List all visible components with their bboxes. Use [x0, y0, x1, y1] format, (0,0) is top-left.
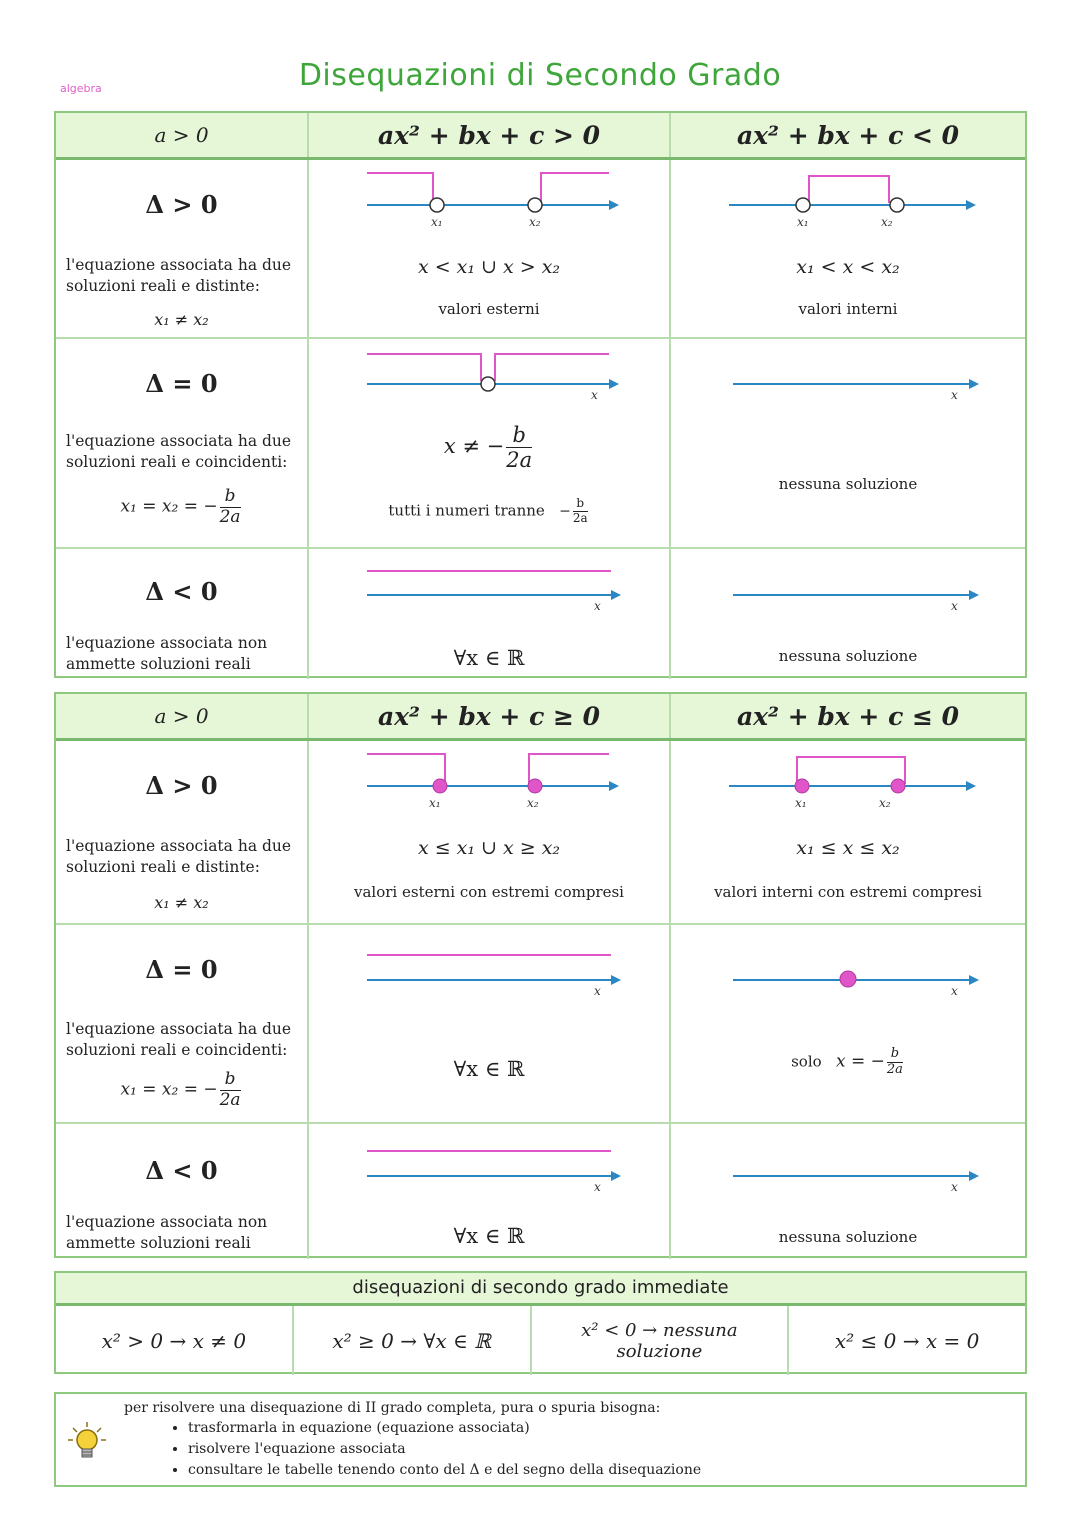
delta-description: l'equazione associata ha due soluzioni reali e distinte:: [66, 256, 292, 295]
number-line-empty: [671, 1124, 1026, 1194]
axis-label: x: [591, 388, 598, 402]
tick-x2: x₂: [527, 796, 539, 810]
solution-note: tutti i numeri tranne − $\frac{b}{2a}$: [388, 496, 588, 525]
axis-label: x: [594, 599, 601, 613]
roots-condition: x₁ = x₂ = − $\frac{b}{2a}$: [120, 486, 241, 527]
table-row: [56, 925, 1025, 1124]
lightbulb-icon: [66, 1420, 108, 1462]
tips-box: [54, 1392, 1027, 1487]
solution-less-equal: solo x = − $\frac{b}{2a}$: [791, 1046, 903, 1077]
roots-condition: x₁ ≠ x₂: [154, 893, 209, 912]
table-row: [56, 741, 1025, 925]
immediate-row: [56, 1306, 1025, 1375]
solution-note: nessuna soluzione: [778, 1228, 918, 1246]
number-line-all: [309, 549, 669, 619]
tips-list: [166, 1418, 701, 1481]
header-greater-equal: ax² + bx + c ≥ 0: [309, 694, 671, 738]
number-line-all: [309, 925, 669, 995]
solution-note: valori interni: [798, 300, 898, 318]
tick-x2: x₂: [881, 215, 893, 229]
header-a-positive: a > 0: [56, 694, 309, 738]
solution-less: x₁ < x < x₂: [796, 256, 900, 278]
delta-label: Δ = 0: [145, 369, 218, 398]
page-title: Disequazioni di Secondo Grado: [298, 58, 782, 93]
subject-tag: algebra: [60, 82, 102, 95]
number-line-internal-closed: [671, 741, 1026, 821]
solution-greater: x < x₁ ∪ x > x₂: [417, 256, 561, 278]
solution-greater-equal: ∀x ∈ ℝ: [453, 1057, 525, 1081]
header-less: ax² + bx + c < 0: [736, 120, 960, 150]
list-item: • consultare le tabelle tenendo conto del Δ e del segno della disequazione: [188, 1460, 701, 1481]
axis-label: x: [594, 1180, 601, 1194]
delta-label: Δ > 0: [145, 771, 218, 800]
tick-x1: x₁: [797, 215, 809, 229]
solution-note: valori interni con estremi compresi: [714, 883, 982, 901]
delta-description: l'equazione associata ha due soluzioni reali e distinte:: [66, 837, 292, 876]
number-line-external: [309, 160, 669, 240]
immediate-cell: x² ≤ 0 → x = 0: [834, 1328, 980, 1353]
solution-greater-equal: x ≤ x₁ ∪ x ≥ x₂: [417, 837, 561, 859]
immediate-table: [54, 1271, 1027, 1374]
tick-x2: x₂: [879, 796, 891, 810]
table-header: [56, 113, 1025, 160]
immediate-header: disequazioni di secondo grado immediate: [56, 1273, 1025, 1306]
number-line-internal: [671, 160, 1026, 240]
table-row: [56, 1124, 1025, 1259]
table-header: [56, 694, 1025, 741]
immediate-cell: x² > 0 → x ≠ 0: [56, 1306, 294, 1375]
solution-note: nessuna soluzione: [778, 475, 918, 493]
solution-greater: x ≠ − $\frac{b}{2a}$: [443, 423, 533, 473]
delta-label: Δ < 0: [145, 577, 218, 606]
delta-label: Δ > 0: [145, 190, 218, 219]
immediate-cell: x² < 0 → nessuna soluzione: [532, 1306, 790, 1375]
roots-condition: x₁ = x₂ = − $\frac{b}{2a}$: [120, 1069, 241, 1110]
list-item: • risolvere l'equazione associata: [188, 1439, 701, 1460]
header-less-equal: ax² + bx + c ≤ 0: [736, 701, 960, 731]
number-line-all-but-one: [309, 339, 669, 409]
axis-label: x: [951, 1180, 958, 1194]
solution-note: valori esterni: [438, 300, 540, 318]
tick-x1: x₁: [795, 796, 807, 810]
solution-note: valori esterni con estremi compresi: [354, 883, 624, 901]
axis-label: x: [594, 984, 601, 995]
number-line-single-point: [671, 925, 1026, 1000]
solution-greater-equal: ∀x ∈ ℝ: [453, 1224, 525, 1248]
number-line-all: [309, 1124, 669, 1194]
table-nonstrict: [54, 692, 1027, 1258]
list-item: • trasformarla in equazione (equazione associata): [188, 1418, 701, 1439]
solution-less-equal: x₁ ≤ x ≤ x₂: [796, 837, 900, 859]
tick-x2: x₂: [529, 215, 541, 229]
delta-label: Δ = 0: [145, 955, 218, 984]
delta-description: l'equazione associata ha due soluzioni reali e coincidenti:: [66, 432, 292, 471]
table-strict: [54, 111, 1027, 678]
tips-intro: per risolvere una disequazione di II grado completa, pura o spuria bisogna:: [124, 1400, 661, 1416]
delta-description: l'equazione associata non ammette soluzioni reali: [66, 634, 268, 673]
tick-x1: x₁: [431, 215, 443, 229]
header-greater: ax² + bx + c > 0: [309, 113, 671, 157]
number-line-empty: [671, 549, 1026, 619]
solution-greater: ∀x ∈ ℝ: [453, 646, 525, 670]
axis-label: x: [951, 984, 958, 998]
table-row: [56, 160, 1025, 339]
solution-note: nessuna soluzione: [778, 647, 918, 665]
axis-label: x: [951, 388, 958, 402]
delta-label: Δ < 0: [145, 1156, 218, 1185]
number-line-empty: [671, 339, 1026, 409]
tick-x1: x₁: [429, 796, 441, 810]
axis-label: x: [951, 599, 958, 613]
header-a-positive: a > 0: [56, 113, 309, 157]
number-line-external-closed: [309, 741, 669, 821]
table-row: [56, 549, 1025, 679]
roots-condition: x₁ ≠ x₂: [154, 310, 209, 329]
delta-description: l'equazione associata non ammette soluzioni reali: [66, 1213, 268, 1252]
table-row: [56, 339, 1025, 549]
immediate-cell: x² ≥ 0 → ∀x ∈ ℝ: [294, 1306, 532, 1375]
delta-description: l'equazione associata ha due soluzioni reali e coincidenti:: [66, 1020, 292, 1059]
